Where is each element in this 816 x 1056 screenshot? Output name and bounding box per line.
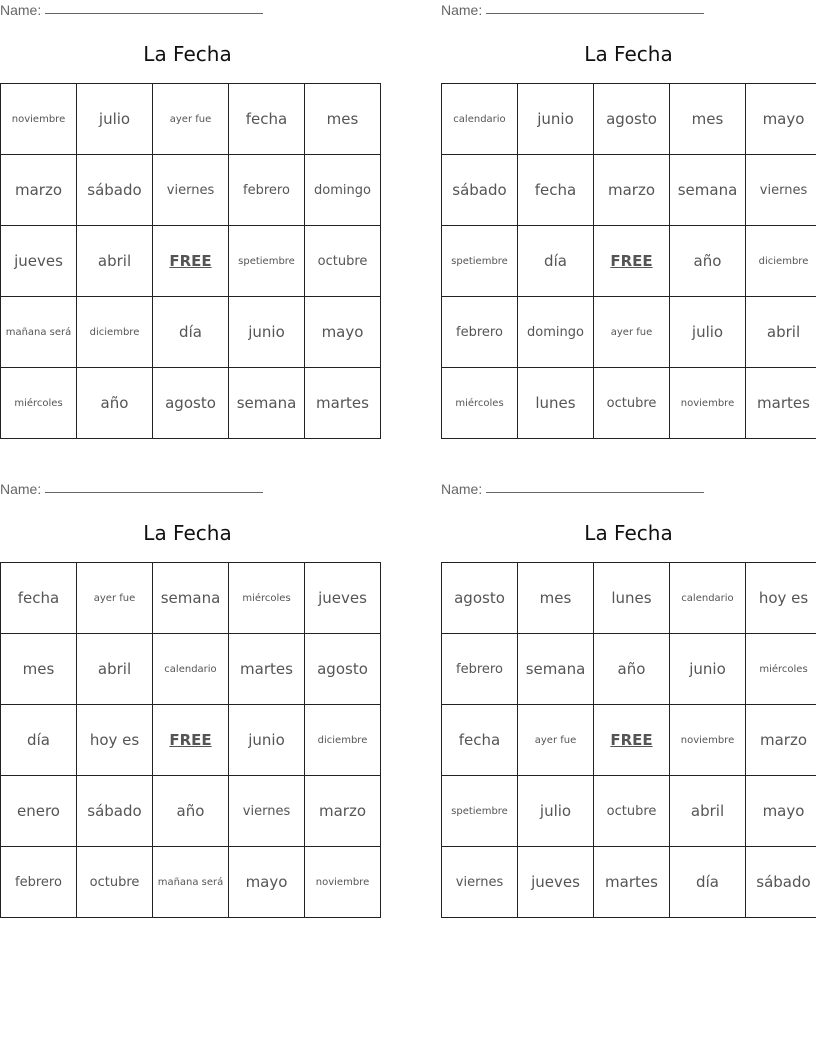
bingo-cell: abril [77,226,153,297]
bingo-cell: semana [670,155,746,226]
bingo-cell: lunes [518,368,594,439]
card-title: La Fecha [143,42,232,66]
bingo-cell: junio [670,634,746,705]
bingo-cell: ayer fue [77,563,153,634]
bingo-cell: mes [1,634,77,705]
bingo-cell: domingo [518,297,594,368]
bingo-grid [0,83,381,439]
name-blank-line [45,0,263,14]
bingo-cell: abril [746,297,816,368]
bingo-cell: martes [229,634,305,705]
bingo-cell: febrero [442,634,518,705]
grid-row [442,155,816,226]
grid-row [1,368,381,439]
bingo-cell: sábado [77,776,153,847]
bingo-cell: ayer fue [518,705,594,776]
bingo-cell: noviembre [305,847,381,918]
bingo-cell: viernes [442,847,518,918]
bingo-cell: jueves [518,847,594,918]
bingo-cell: lunes [594,563,670,634]
bingo-cell: agosto [442,563,518,634]
bingo-cell: spetiembre [442,776,518,847]
bingo-card-2 [441,0,816,440]
card-title: La Fecha [584,42,673,66]
bingo-cell: sábado [77,155,153,226]
bingo-cell: agosto [594,84,670,155]
bingo-cell: julio [670,297,746,368]
bingo-cell: viernes [746,155,816,226]
bingo-cell: mañana será [1,297,77,368]
bingo-cell: julio [77,84,153,155]
bingo-cell: marzo [305,776,381,847]
bingo-cell: diciembre [77,297,153,368]
bingo-cell: mes [670,84,746,155]
name-blank-line [486,0,704,14]
name-blank-line [45,479,263,493]
bingo-cell: mañana será [153,847,229,918]
bingo-cell: hoy es [77,705,153,776]
bingo-cell: junio [518,84,594,155]
free-space-cell: FREE [594,705,670,776]
bingo-cell: fecha [442,705,518,776]
name-field-row [0,479,263,499]
bingo-cell: octubre [305,226,381,297]
bingo-cell: miércoles [442,368,518,439]
bingo-cell: semana [518,634,594,705]
bingo-cell: agosto [305,634,381,705]
bingo-cell: sábado [746,847,816,918]
grid-row [1,226,381,297]
bingo-cell: junio [229,705,305,776]
bingo-cell: julio [518,776,594,847]
grid-row [1,155,381,226]
bingo-cell: fecha [1,563,77,634]
bingo-cell: hoy es [746,563,816,634]
grid-row [1,563,381,634]
bingo-cell: noviembre [1,84,77,155]
bingo-cell: febrero [442,297,518,368]
bingo-cell: octubre [594,776,670,847]
bingo-card-4 [441,479,816,919]
bingo-cell: noviembre [670,368,746,439]
bingo-cell: febrero [1,847,77,918]
bingo-cell: octubre [77,847,153,918]
bingo-card-1 [0,0,375,440]
grid-row [1,634,381,705]
bingo-cell: junio [229,297,305,368]
bingo-cell: viernes [229,776,305,847]
bingo-grid [0,562,381,918]
bingo-cell: día [1,705,77,776]
bingo-cell: semana [153,563,229,634]
bingo-cell: miércoles [746,634,816,705]
bingo-cell: febrero [229,155,305,226]
bingo-cell: martes [746,368,816,439]
card-title: La Fecha [143,521,232,545]
name-label: Name: [441,2,483,18]
name-label: Name: [441,481,483,497]
bingo-cell: martes [594,847,670,918]
bingo-cell: agosto [153,368,229,439]
name-label: Name: [0,481,42,497]
grid-row [1,297,381,368]
bingo-cell: domingo [305,155,381,226]
name-blank-line [486,479,704,493]
bingo-card-3 [0,479,375,919]
bingo-cell: marzo [594,155,670,226]
bingo-cell: abril [670,776,746,847]
bingo-cell: calendario [670,563,746,634]
grid-row [1,847,381,918]
bingo-cell: mes [305,84,381,155]
bingo-cell: sábado [442,155,518,226]
name-field-row [0,0,263,20]
bingo-cell: día [670,847,746,918]
bingo-cell: marzo [1,155,77,226]
bingo-cell: día [518,226,594,297]
bingo-grid [441,83,816,439]
card-title: La Fecha [584,521,673,545]
bingo-cell: ayer fue [153,84,229,155]
grid-row [1,776,381,847]
grid-row [442,297,816,368]
bingo-cell: año [594,634,670,705]
grid-row [442,847,816,918]
grid-row [442,563,816,634]
free-space-cell: FREE [594,226,670,297]
bingo-cell: diciembre [746,226,816,297]
bingo-cell: spetiembre [229,226,305,297]
bingo-grid [441,562,816,918]
bingo-cell: mayo [746,84,816,155]
name-field-row [441,479,704,499]
bingo-cell: martes [305,368,381,439]
bingo-cell: calendario [442,84,518,155]
bingo-cell: marzo [746,705,816,776]
bingo-cell: diciembre [305,705,381,776]
bingo-cell: mes [518,563,594,634]
bingo-cell: fecha [229,84,305,155]
bingo-cell: mayo [305,297,381,368]
bingo-cell: jueves [305,563,381,634]
bingo-cell: año [670,226,746,297]
bingo-cell: día [153,297,229,368]
grid-row [442,368,816,439]
name-field-row [441,0,704,20]
bingo-cell: jueves [1,226,77,297]
bingo-cell: viernes [153,155,229,226]
grid-row [442,226,816,297]
grid-row [442,705,816,776]
name-label: Name: [0,2,42,18]
bingo-cell: enero [1,776,77,847]
grid-row [1,705,381,776]
grid-row [442,776,816,847]
bingo-cell: octubre [594,368,670,439]
bingo-cell: mayo [746,776,816,847]
bingo-cell: mayo [229,847,305,918]
bingo-cell: fecha [518,155,594,226]
bingo-cell: miércoles [1,368,77,439]
bingo-cell: ayer fue [594,297,670,368]
bingo-cell: año [153,776,229,847]
grid-row [442,84,816,155]
bingo-cell: miércoles [229,563,305,634]
bingo-cell: noviembre [670,705,746,776]
free-space-cell: FREE [153,226,229,297]
grid-row [442,634,816,705]
bingo-cell: spetiembre [442,226,518,297]
bingo-cell: semana [229,368,305,439]
grid-row [1,84,381,155]
bingo-cell: calendario [153,634,229,705]
bingo-cell: abril [77,634,153,705]
bingo-cell: año [77,368,153,439]
free-space-cell: FREE [153,705,229,776]
